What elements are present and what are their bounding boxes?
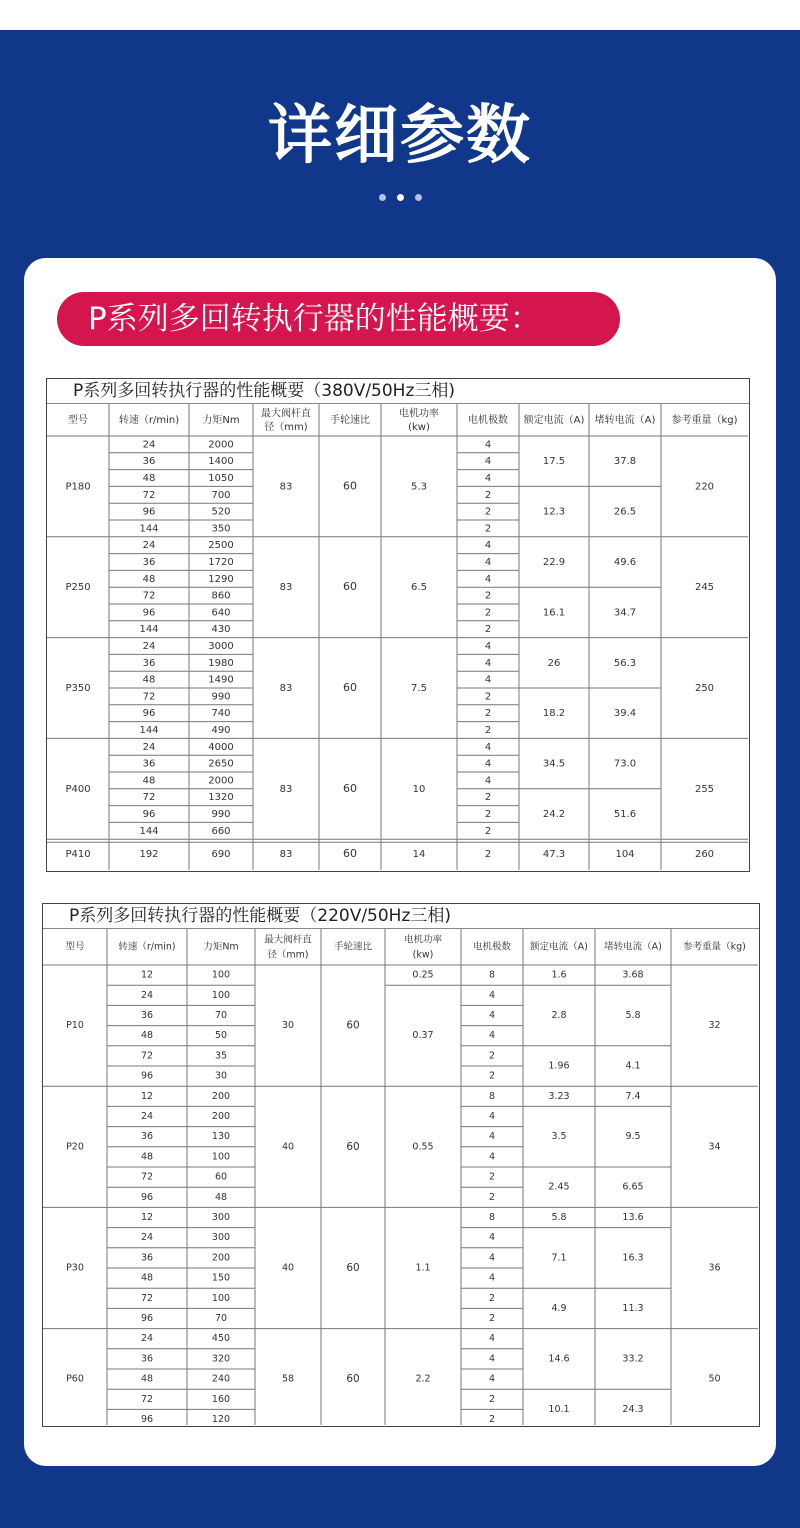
rated-current-cell: 17.5	[542, 456, 566, 468]
speed-cell: 48	[142, 573, 156, 585]
torque-cell: 30	[214, 1070, 228, 1082]
speed-cell: 48	[142, 473, 156, 484]
torque-cell: 130	[211, 1131, 231, 1143]
torque-cell: 200	[211, 1252, 231, 1264]
ratio-cell: 60	[346, 1019, 360, 1032]
poles-cell: 2	[484, 792, 492, 804]
speed-cell: 144	[139, 624, 159, 636]
poles-cell: 4	[488, 1232, 496, 1244]
torque-cell: 50	[214, 1030, 228, 1042]
locked-current-cell: 33.2	[622, 1353, 644, 1365]
ratio-cell: 60	[343, 781, 357, 795]
rated-current-cell: 5.8	[551, 1212, 567, 1223]
speed-cell: 96	[142, 809, 156, 820]
torque-cell: 2500	[208, 540, 234, 552]
page-title: 详细参数	[268, 99, 532, 173]
poles-cell: 4	[484, 641, 492, 652]
locked-current-cell: 4.1	[625, 1060, 641, 1072]
speed-cell: 72	[140, 1171, 154, 1183]
rated-current-cell: 4.9	[551, 1302, 567, 1314]
poles-cell: 4	[484, 657, 492, 669]
poles-cell: 2	[488, 1171, 496, 1183]
poles-cell: 4	[488, 1111, 496, 1122]
speed-cell: 192	[139, 849, 159, 861]
torque-cell: 160	[211, 1393, 231, 1405]
speed-cell: 48	[142, 775, 156, 787]
rated-current-cell: 34.5	[542, 758, 566, 770]
ratio-cell: 60	[346, 1140, 360, 1153]
poles-cell: 2	[484, 624, 492, 636]
col-header: 电机极数	[472, 941, 512, 953]
torque-cell: 35	[214, 1050, 228, 1062]
poles-cell: 4	[484, 573, 492, 585]
locked-current-cell: 24.3	[622, 1403, 644, 1415]
torque-cell: 300	[211, 1232, 231, 1244]
power-cell: 0.37	[412, 1030, 434, 1042]
poles-cell: 4	[484, 473, 492, 484]
speed-cell: 144	[139, 523, 159, 535]
ratio-cell: 60	[346, 1373, 360, 1386]
col-header: 电机功率	[399, 408, 439, 420]
torque-cell: 430	[211, 624, 231, 636]
col-header: 手轮速比	[333, 941, 373, 953]
speed-cell: 96	[142, 708, 156, 720]
poles-cell: 2	[484, 849, 492, 861]
speed-cell: 24	[140, 1333, 154, 1345]
weight-cell: 34	[708, 1141, 721, 1153]
col-header: 型号	[68, 415, 88, 426]
model-cell: P10	[66, 1020, 84, 1032]
speed-cell: 96	[140, 1313, 154, 1324]
stem-cell: 58	[281, 1373, 295, 1385]
torque-cell: 120	[211, 1414, 231, 1425]
rated-current-cell: 7.1	[551, 1252, 567, 1264]
ratio-cell: 60	[346, 1262, 360, 1274]
poles-cell: 2	[484, 708, 492, 720]
rated-current-cell: 14.6	[548, 1353, 570, 1365]
poles-cell: 4	[484, 758, 492, 770]
col-header: 堵转电流（A)	[594, 415, 656, 426]
locked-current-cell: 56.3	[613, 657, 637, 669]
dot	[415, 194, 422, 201]
locked-current-cell: 13.6	[622, 1212, 644, 1223]
poles-cell: 2	[484, 725, 492, 736]
power-cell: 10	[412, 783, 426, 795]
locked-current-cell: 104	[615, 849, 635, 861]
poles-cell: 4	[488, 1010, 496, 1021]
pagination-dots	[0, 194, 800, 201]
speed-cell: 24	[142, 439, 156, 451]
model-cell: P20	[66, 1141, 84, 1153]
dot-active	[397, 194, 404, 201]
torque-cell: 1490	[208, 674, 234, 686]
speed-cell: 48	[140, 1272, 154, 1284]
poles-cell: 8	[488, 969, 496, 981]
torque-cell: 100	[211, 969, 231, 981]
col-header: 最大阀杆直	[264, 934, 312, 946]
speed-cell: 72	[142, 590, 156, 602]
speed-cell: 144	[139, 725, 159, 736]
torque-cell: 1290	[208, 573, 234, 585]
locked-current-cell: 5.8	[625, 1010, 641, 1021]
col-header: (kw)	[412, 949, 434, 961]
poles-cell: 4	[484, 674, 492, 686]
poles-cell: 2	[484, 825, 492, 837]
speed-cell: 96	[140, 1414, 154, 1425]
poles-cell: 2	[488, 1393, 496, 1405]
poles-cell: 4	[484, 456, 492, 468]
poles-cell: 4	[488, 989, 496, 1001]
rated-current-cell: 18.2	[542, 708, 566, 720]
model-cell: P400	[65, 783, 91, 795]
poles-cell: 2	[488, 1292, 496, 1304]
locked-current-cell: 39.4	[613, 708, 637, 720]
table-380v	[46, 378, 750, 872]
locked-current-cell: 7.4	[625, 1090, 641, 1102]
poles-cell: 2	[488, 1191, 496, 1203]
rated-current-cell: 26	[547, 657, 561, 669]
speed-cell: 24	[140, 989, 154, 1001]
poles-cell: 2	[488, 1414, 496, 1425]
rated-current-cell: 10.1	[548, 1403, 570, 1415]
power-cell: 6.5	[411, 582, 427, 594]
stem-cell: 83	[279, 683, 293, 694]
poles-cell: 2	[484, 590, 492, 602]
power-cell: 5.3	[411, 481, 427, 493]
col-header: 电机功率	[403, 934, 443, 946]
torque-cell: 520	[211, 506, 231, 518]
col-header: (kw)	[408, 422, 430, 434]
speed-cell: 96	[142, 607, 156, 619]
torque-cell: 1980	[208, 657, 234, 669]
torque-cell: 450	[211, 1333, 231, 1345]
rated-current-cell: 2.45	[548, 1181, 570, 1193]
speed-cell: 12	[140, 1090, 154, 1102]
torque-cell: 690	[211, 849, 231, 861]
ratio-cell: 60	[343, 479, 357, 493]
speed-cell: 72	[142, 489, 156, 501]
torque-cell: 640	[211, 607, 231, 619]
torque-cell: 70	[214, 1313, 228, 1324]
rated-current-cell: 1.96	[548, 1060, 570, 1072]
poles-cell: 2	[488, 1313, 496, 1324]
rated-current-cell: 2.8	[551, 1010, 567, 1021]
col-header: 参考重量（kg)	[683, 941, 746, 953]
speed-cell: 72	[140, 1292, 154, 1304]
torque-cell: 2650	[208, 758, 234, 770]
poles-cell: 4	[488, 1030, 496, 1042]
poles-cell: 2	[484, 523, 492, 535]
speed-cell: 48	[140, 1030, 154, 1042]
torque-cell: 100	[211, 1292, 231, 1304]
col-header: 参考重量（kg)	[671, 415, 738, 426]
torque-cell: 200	[211, 1090, 231, 1102]
poles-cell: 4	[488, 1252, 496, 1264]
weight-cell: 255	[694, 783, 715, 795]
torque-cell: 990	[211, 809, 231, 820]
torque-cell: 350	[211, 523, 231, 535]
speed-cell: 36	[142, 758, 156, 770]
locked-current-cell: 34.7	[613, 607, 637, 619]
torque-cell: 490	[211, 725, 231, 736]
weight-cell: 245	[694, 582, 715, 594]
locked-current-cell: 37.8	[613, 456, 637, 468]
torque-cell: 740	[211, 708, 231, 720]
poles-cell: 4	[488, 1131, 496, 1143]
rated-current-cell: 1.6	[551, 969, 567, 981]
rated-current-cell: 47.3	[542, 849, 566, 861]
section-title: P系列多回转执行器的性能概要：	[57, 292, 620, 346]
model-cell: P60	[66, 1373, 84, 1385]
weight-cell: 32	[708, 1020, 721, 1032]
stem-cell: 40	[281, 1141, 295, 1153]
poles-cell: 4	[484, 741, 492, 753]
poles-cell: 4	[488, 1373, 496, 1385]
poles-cell: 4	[484, 775, 492, 787]
torque-cell: 1400	[208, 456, 234, 468]
weight-cell: 250	[694, 683, 715, 694]
table-grid	[43, 929, 758, 1425]
col-header: 最大阀杆直	[261, 408, 311, 420]
table-grid	[47, 404, 748, 870]
speed-cell: 12	[140, 1212, 154, 1223]
col-header: 额定电流（A)	[523, 415, 585, 426]
stem-cell: 30	[281, 1020, 295, 1032]
dot	[379, 194, 386, 201]
torque-cell: 150	[211, 1272, 231, 1284]
poles-cell: 8	[488, 1212, 496, 1223]
speed-cell: 96	[140, 1191, 154, 1203]
speed-cell: 24	[140, 1232, 154, 1244]
ratio-cell: 60	[343, 681, 357, 694]
col-header: 径（mm)	[267, 949, 309, 961]
torque-cell: 70	[214, 1010, 228, 1021]
speed-cell: 48	[140, 1373, 154, 1385]
power-cell: 0.55	[412, 1141, 434, 1153]
poles-cell: 2	[488, 1050, 496, 1062]
torque-cell: 1320	[208, 792, 234, 804]
speed-cell: 36	[142, 557, 156, 568]
poles-cell: 4	[488, 1272, 496, 1284]
speed-cell: 144	[139, 825, 159, 837]
power-cell: 1.1	[415, 1262, 431, 1274]
poles-cell: 2	[488, 1070, 496, 1082]
rated-current-cell: 3.5	[551, 1131, 567, 1143]
speed-cell: 72	[140, 1393, 154, 1405]
speed-cell: 36	[140, 1131, 154, 1143]
poles-cell: 4	[488, 1151, 496, 1163]
col-header: 转速（r/min)	[118, 941, 176, 953]
stem-cell: 83	[279, 783, 293, 795]
torque-cell: 320	[211, 1353, 231, 1365]
speed-cell: 96	[142, 506, 156, 518]
locked-current-cell: 51.6	[613, 809, 637, 820]
locked-current-cell: 11.3	[622, 1302, 644, 1314]
col-header: 堵转电流（A)	[604, 941, 662, 953]
rated-current-cell: 12.3	[542, 506, 566, 518]
torque-cell: 4000	[208, 741, 234, 753]
poles-cell: 2	[484, 506, 492, 518]
col-header: 型号	[65, 941, 85, 953]
torque-cell: 100	[211, 989, 231, 1001]
power-cell: 14	[412, 849, 426, 861]
poles-cell: 2	[484, 691, 492, 703]
locked-current-cell: 9.5	[625, 1131, 641, 1143]
ratio-cell: 60	[343, 580, 357, 594]
torque-cell: 700	[211, 489, 231, 501]
torque-cell: 660	[211, 825, 231, 837]
speed-cell: 36	[140, 1353, 154, 1365]
poles-cell: 4	[484, 439, 492, 451]
weight-cell: 50	[708, 1373, 721, 1385]
torque-cell: 1720	[208, 557, 234, 568]
poles-cell: 4	[484, 557, 492, 568]
power-cell: 2.2	[415, 1373, 431, 1385]
locked-current-cell: 3.68	[622, 969, 644, 981]
col-header: 力矩Nm	[202, 415, 240, 426]
poles-cell: 8	[488, 1090, 496, 1102]
rated-current-cell: 3.23	[548, 1090, 570, 1102]
stem-cell: 83	[279, 849, 293, 861]
speed-cell: 36	[140, 1010, 154, 1021]
col-header: 力矩Nm	[203, 941, 239, 953]
torque-cell: 860	[211, 590, 231, 602]
torque-cell: 1050	[208, 473, 234, 484]
torque-cell: 2000	[208, 439, 234, 451]
speed-cell: 36	[140, 1252, 154, 1264]
speed-cell: 36	[142, 657, 156, 669]
ratio-cell: 60	[343, 847, 357, 861]
torque-cell: 990	[211, 691, 231, 703]
speed-cell: 48	[140, 1151, 154, 1163]
rated-current-cell: 22.9	[542, 557, 566, 568]
speed-cell: 24	[142, 641, 156, 652]
weight-cell: 36	[708, 1262, 721, 1274]
torque-cell: 200	[211, 1111, 231, 1122]
table-title: P系列多回转执行器的性能概要（380V/50Hz三相)	[47, 379, 749, 404]
torque-cell: 300	[211, 1212, 231, 1223]
locked-current-cell: 16.3	[622, 1252, 644, 1264]
torque-cell: 60	[214, 1171, 228, 1183]
col-header: 转速（r/min)	[118, 415, 180, 426]
poles-cell: 4	[488, 1353, 496, 1365]
poles-cell: 2	[484, 809, 492, 820]
speed-cell: 24	[140, 1111, 154, 1122]
col-header: 电机极数	[468, 415, 508, 426]
speed-cell: 72	[142, 691, 156, 703]
weight-cell: 260	[694, 849, 715, 861]
rated-current-cell: 24.2	[542, 809, 566, 820]
weight-cell: 220	[694, 481, 715, 493]
model-cell: P250	[65, 582, 91, 594]
poles-cell: 4	[488, 1333, 496, 1345]
power-cell: 0.25	[412, 969, 434, 981]
torque-cell: 240	[211, 1373, 231, 1385]
locked-current-cell: 73.0	[613, 758, 637, 770]
torque-cell: 48	[214, 1191, 228, 1203]
table-title: P系列多回转执行器的性能概要（220V/50Hz三相)	[43, 904, 759, 929]
speed-cell: 12	[140, 969, 154, 981]
speed-cell: 72	[140, 1050, 154, 1062]
speed-cell: 48	[142, 674, 156, 686]
poles-cell: 2	[484, 489, 492, 501]
locked-current-cell: 6.65	[622, 1181, 644, 1193]
locked-current-cell: 49.6	[613, 557, 637, 568]
poles-cell: 2	[484, 607, 492, 619]
stem-cell: 83	[279, 582, 293, 594]
col-header: 径（mm)	[264, 422, 308, 434]
rated-current-cell: 16.1	[542, 607, 566, 619]
speed-cell: 24	[142, 741, 156, 753]
torque-cell: 3000	[208, 641, 234, 652]
speed-cell: 24	[142, 540, 156, 552]
power-cell: 7.5	[411, 683, 427, 694]
speed-cell: 72	[142, 792, 156, 804]
torque-cell: 2000	[208, 775, 234, 787]
stem-cell: 83	[279, 481, 293, 493]
torque-cell: 100	[211, 1151, 231, 1163]
poles-cell: 4	[484, 540, 492, 552]
locked-current-cell: 26.5	[613, 506, 637, 518]
stem-cell: 40	[281, 1262, 295, 1274]
col-header: 手轮速比	[330, 415, 370, 426]
table-220v	[42, 903, 760, 1427]
speed-cell: 36	[142, 456, 156, 468]
col-header: 额定电流（A)	[530, 941, 588, 953]
speed-cell: 96	[140, 1070, 154, 1082]
model-cell: P410	[65, 849, 91, 861]
model-cell: P30	[66, 1262, 84, 1274]
model-cell: P180	[65, 481, 91, 493]
model-cell: P350	[65, 683, 91, 694]
